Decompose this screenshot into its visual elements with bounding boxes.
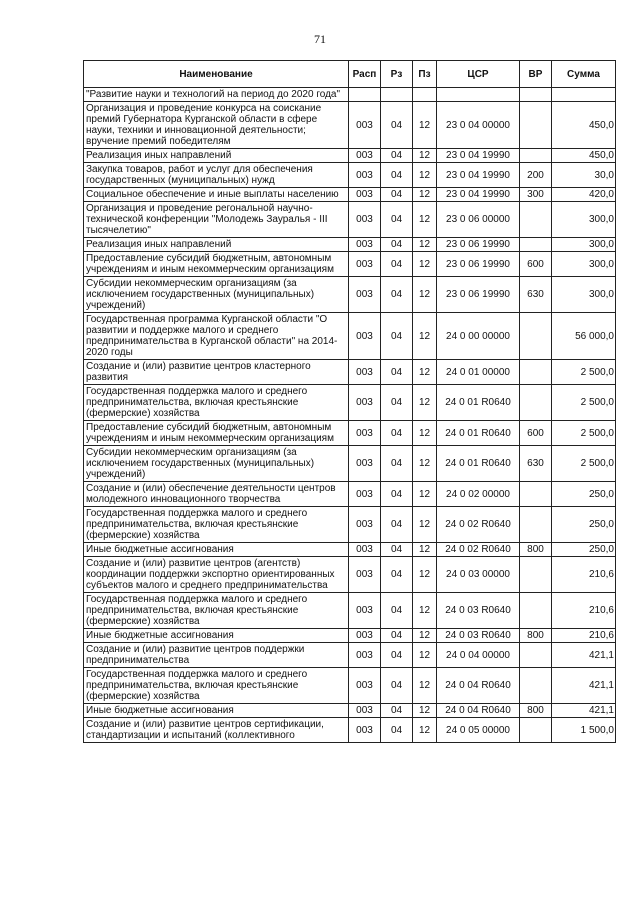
cell-rasp: 003: [349, 557, 381, 593]
cell-rasp: 003: [349, 593, 381, 629]
cell-sum: 420,0: [552, 188, 616, 202]
cell-sum: 2 500,0: [552, 360, 616, 385]
table-row: [84, 557, 616, 593]
cell-vr: [520, 482, 552, 507]
cell-name: Государственная программа Курганской области "О развитии и поддержке малого и среднего предпринимательства в Курганской области" на 2014-2020 годы: [84, 313, 349, 360]
cell-name: Государственная поддержка малого и среднего предпринимательства, включая крестьянские (фермерские) хозяйства: [84, 593, 349, 629]
cell-sum: 2 500,0: [552, 385, 616, 421]
cell-sum: 421,1: [552, 668, 616, 704]
cell-sum: 250,0: [552, 543, 616, 557]
table-row: [84, 149, 616, 163]
header-name: Наименование: [84, 61, 349, 88]
cell-vr: [520, 88, 552, 102]
cell-rasp: 003: [349, 313, 381, 360]
cell-pz: 12: [413, 238, 437, 252]
cell-rz: 04: [381, 704, 413, 718]
header-rz: Рз: [381, 61, 413, 88]
cell-name: Иные бюджетные ассигнования: [84, 543, 349, 557]
cell-name: Иные бюджетные ассигнования: [84, 704, 349, 718]
header-rasp: Расп: [349, 61, 381, 88]
cell-sum: 450,0: [552, 149, 616, 163]
cell-rasp: 003: [349, 668, 381, 704]
cell-csr: 24 0 02 R0640: [437, 507, 520, 543]
cell-vr: 800: [520, 543, 552, 557]
cell-rz: 04: [381, 252, 413, 277]
cell-name: Предоставление субсидий бюджетным, автономным учреждениям и иным некоммерческим организациям: [84, 252, 349, 277]
cell-sum: 2 500,0: [552, 421, 616, 446]
cell-rz: 04: [381, 385, 413, 421]
cell-name: Создание и (или) развитие центров (агентств) координации поддержки экспортно ориентированных субъектов малого и среднего предпринимательства: [84, 557, 349, 593]
table-row: [84, 704, 616, 718]
cell-sum: 1 500,0: [552, 718, 616, 743]
cell-name: Субсидии некоммерческим организациям (за исключением государственных (муниципальных) учреждений): [84, 446, 349, 482]
table-row: [84, 252, 616, 277]
cell-vr: 800: [520, 704, 552, 718]
cell-rz: 04: [381, 482, 413, 507]
cell-rz: 04: [381, 313, 413, 360]
cell-name: Государственная поддержка малого и среднего предпринимательства, включая крестьянские (фермерские) хозяйства: [84, 507, 349, 543]
table-row: [84, 202, 616, 238]
cell-rz: 04: [381, 543, 413, 557]
cell-rz: 04: [381, 149, 413, 163]
cell-sum: 421,1: [552, 643, 616, 668]
cell-rasp: 003: [349, 543, 381, 557]
cell-csr: 24 0 02 R0640: [437, 543, 520, 557]
cell-vr: [520, 360, 552, 385]
table-row: [84, 313, 616, 360]
table-row: [84, 643, 616, 668]
cell-sum: [552, 88, 616, 102]
cell-rz: 04: [381, 188, 413, 202]
cell-rz: 04: [381, 593, 413, 629]
cell-sum: 210,6: [552, 557, 616, 593]
cell-csr: 24 0 04 R0640: [437, 704, 520, 718]
cell-rasp: 003: [349, 202, 381, 238]
budget-table: [83, 60, 616, 743]
cell-pz: 12: [413, 360, 437, 385]
cell-pz: 12: [413, 643, 437, 668]
cell-name: Государственная поддержка малого и среднего предпринимательства, включая крестьянские (фермерские) хозяйства: [84, 385, 349, 421]
cell-rasp: 003: [349, 421, 381, 446]
cell-csr: 24 0 00 00000: [437, 313, 520, 360]
cell-rasp: 003: [349, 149, 381, 163]
cell-vr: 800: [520, 629, 552, 643]
cell-pz: 12: [413, 543, 437, 557]
cell-sum: 2 500,0: [552, 446, 616, 482]
cell-rasp: [349, 88, 381, 102]
cell-vr: [520, 149, 552, 163]
table-row: [84, 188, 616, 202]
cell-name: Иные бюджетные ассигнования: [84, 629, 349, 643]
cell-csr: 24 0 02 00000: [437, 482, 520, 507]
cell-name: Создание и (или) развитие центров кластерного развития: [84, 360, 349, 385]
cell-rasp: 003: [349, 102, 381, 149]
cell-rasp: 003: [349, 252, 381, 277]
cell-sum: 300,0: [552, 252, 616, 277]
cell-rasp: 003: [349, 360, 381, 385]
cell-rz: 04: [381, 718, 413, 743]
cell-sum: 421,1: [552, 704, 616, 718]
cell-vr: [520, 593, 552, 629]
cell-rz: 04: [381, 629, 413, 643]
cell-rz: 04: [381, 102, 413, 149]
cell-csr: 24 0 01 R0640: [437, 446, 520, 482]
cell-sum: 210,6: [552, 629, 616, 643]
cell-pz: 12: [413, 102, 437, 149]
cell-name: Субсидии некоммерческим организациям (за исключением государственных (муниципальных) учреждений): [84, 277, 349, 313]
cell-rasp: 003: [349, 704, 381, 718]
table-row: [84, 482, 616, 507]
cell-rasp: 003: [349, 482, 381, 507]
cell-csr: 23 0 04 19990: [437, 163, 520, 188]
cell-name: Организация и проведение конкурса на соискание премий Губернатора Курганской области в сфере науки, техники и инновационной деятельности; вручение премий победителям: [84, 102, 349, 149]
cell-vr: [520, 668, 552, 704]
cell-pz: 12: [413, 629, 437, 643]
cell-rz: 04: [381, 277, 413, 313]
cell-vr: [520, 507, 552, 543]
table-row: [84, 507, 616, 543]
cell-vr: [520, 385, 552, 421]
cell-sum: 300,0: [552, 202, 616, 238]
cell-name: Создание и (или) обеспечение деятельности центров молодежного инновационного творчества: [84, 482, 349, 507]
cell-csr: 23 0 06 19990: [437, 252, 520, 277]
cell-rasp: 003: [349, 277, 381, 313]
cell-name: Социальное обеспечение и иные выплаты населению: [84, 188, 349, 202]
cell-csr: 24 0 03 00000: [437, 557, 520, 593]
cell-rz: 04: [381, 668, 413, 704]
cell-csr: 24 0 01 R0640: [437, 421, 520, 446]
cell-rz: 04: [381, 202, 413, 238]
table-row: [84, 668, 616, 704]
cell-csr: 24 0 04 R0640: [437, 668, 520, 704]
cell-pz: 12: [413, 718, 437, 743]
cell-vr: [520, 718, 552, 743]
cell-pz: 12: [413, 313, 437, 360]
header-pz: Пз: [413, 61, 437, 88]
cell-rasp: 003: [349, 718, 381, 743]
cell-vr: [520, 313, 552, 360]
cell-pz: 12: [413, 704, 437, 718]
cell-rasp: 003: [349, 238, 381, 252]
cell-vr: 600: [520, 252, 552, 277]
cell-name: "Развитие науки и технологий на период до 2020 года": [84, 88, 349, 102]
cell-sum: 250,0: [552, 482, 616, 507]
table-row: [84, 360, 616, 385]
cell-name: Реализация иных направлений: [84, 238, 349, 252]
cell-rasp: 003: [349, 188, 381, 202]
cell-csr: 24 0 03 R0640: [437, 629, 520, 643]
cell-pz: 12: [413, 277, 437, 313]
table-row: [84, 718, 616, 743]
cell-rz: 04: [381, 643, 413, 668]
cell-vr: 200: [520, 163, 552, 188]
cell-csr: [437, 88, 520, 102]
table-row: [84, 102, 616, 149]
cell-vr: [520, 202, 552, 238]
cell-pz: 12: [413, 149, 437, 163]
cell-rasp: 003: [349, 385, 381, 421]
table-row: [84, 277, 616, 313]
cell-rz: [381, 88, 413, 102]
cell-vr: [520, 557, 552, 593]
cell-vr: 630: [520, 277, 552, 313]
header-sum: Сумма: [552, 61, 616, 88]
cell-csr: 23 0 06 00000: [437, 202, 520, 238]
cell-csr: 24 0 01 R0640: [437, 385, 520, 421]
cell-rz: 04: [381, 446, 413, 482]
cell-pz: 12: [413, 482, 437, 507]
cell-sum: 30,0: [552, 163, 616, 188]
cell-sum: 250,0: [552, 507, 616, 543]
cell-name: Закупка товаров, работ и услуг для обеспечения государственных (муниципальных) нужд: [84, 163, 349, 188]
cell-name: Государственная поддержка малого и среднего предпринимательства, включая крестьянские (фермерские) хозяйства: [84, 668, 349, 704]
cell-pz: 12: [413, 557, 437, 593]
cell-pz: 12: [413, 163, 437, 188]
cell-vr: [520, 238, 552, 252]
cell-pz: 12: [413, 188, 437, 202]
cell-vr: [520, 643, 552, 668]
cell-vr: 630: [520, 446, 552, 482]
cell-rz: 04: [381, 507, 413, 543]
table-row: [84, 238, 616, 252]
table-header-row: [84, 61, 616, 88]
cell-vr: [520, 102, 552, 149]
cell-sum: 56 000,0: [552, 313, 616, 360]
cell-name: Реализация иных направлений: [84, 149, 349, 163]
cell-name: Предоставление субсидий бюджетным, автономным учреждениям и иным некоммерческим организациям: [84, 421, 349, 446]
cell-pz: [413, 88, 437, 102]
cell-pz: 12: [413, 507, 437, 543]
cell-pz: 12: [413, 202, 437, 238]
cell-csr: 23 0 06 19990: [437, 238, 520, 252]
cell-rasp: 003: [349, 446, 381, 482]
cell-csr: 23 0 04 19990: [437, 149, 520, 163]
cell-rasp: 003: [349, 163, 381, 188]
cell-rz: 04: [381, 557, 413, 593]
cell-sum: 450,0: [552, 102, 616, 149]
cell-rasp: 003: [349, 629, 381, 643]
table-row: [84, 543, 616, 557]
cell-csr: 24 0 01 00000: [437, 360, 520, 385]
cell-vr: 600: [520, 421, 552, 446]
table-row: [84, 593, 616, 629]
table-row: [84, 421, 616, 446]
cell-name: Создание и (или) развитие центров сертификации, стандартизации и испытаний (коллективного: [84, 718, 349, 743]
cell-name: Организация и проведение регональной научно-технической конференции "Молодежь Зауралья - III тысячелетию": [84, 202, 349, 238]
table-row: [84, 163, 616, 188]
cell-rasp: 003: [349, 507, 381, 543]
cell-rz: 04: [381, 163, 413, 188]
cell-pz: 12: [413, 385, 437, 421]
page-number: 71: [314, 32, 326, 46]
cell-pz: 12: [413, 252, 437, 277]
cell-sum: 300,0: [552, 238, 616, 252]
cell-rz: 04: [381, 360, 413, 385]
cell-csr: 23 0 06 19990: [437, 277, 520, 313]
cell-csr: 23 0 04 00000: [437, 102, 520, 149]
cell-rz: 04: [381, 238, 413, 252]
cell-csr: 24 0 03 R0640: [437, 593, 520, 629]
header-vr: ВР: [520, 61, 552, 88]
cell-rasp: 003: [349, 643, 381, 668]
cell-pz: 12: [413, 668, 437, 704]
cell-pz: 12: [413, 593, 437, 629]
header-csr: ЦСР: [437, 61, 520, 88]
cell-pz: 12: [413, 446, 437, 482]
table-row: [84, 385, 616, 421]
cell-pz: 12: [413, 421, 437, 446]
cell-csr: 24 0 05 00000: [437, 718, 520, 743]
cell-sum: 300,0: [552, 277, 616, 313]
cell-name: Создание и (или) развитие центров поддержки предпринимательства: [84, 643, 349, 668]
table-row: [84, 446, 616, 482]
table-row: [84, 629, 616, 643]
table-row: [84, 88, 616, 102]
cell-vr: 300: [520, 188, 552, 202]
cell-csr: 24 0 04 00000: [437, 643, 520, 668]
cell-csr: 23 0 04 19990: [437, 188, 520, 202]
cell-sum: 210,6: [552, 593, 616, 629]
cell-rz: 04: [381, 421, 413, 446]
